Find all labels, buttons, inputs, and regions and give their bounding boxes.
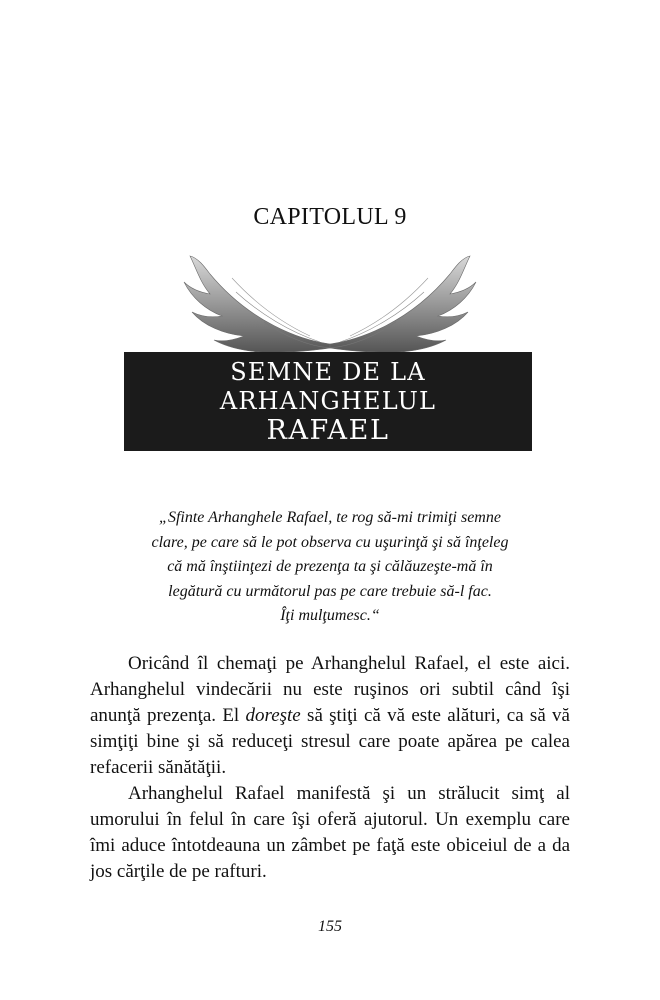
- page-number: 155: [318, 918, 342, 935]
- prayer-line: „Sfinte Arhanghele Rafael, te rog să-mi trimiţi semne: [159, 509, 501, 526]
- chapter-title-line-1: SEMNE DE LA ARHANGHELUL: [219, 358, 437, 415]
- prayer-line: legătură cu următorul pas pe care trebuie să-l fac.: [168, 582, 492, 600]
- angel-wings-icon: [180, 252, 480, 362]
- emphasis: doreşte: [245, 705, 301, 726]
- prayer-line: că mă înştiinţezi de prezenţa ta şi călăuzeşte-mă în: [167, 558, 493, 575]
- prayer-quote: [100, 506, 560, 629]
- chapter-title-banner: [124, 352, 532, 451]
- prayer-line: Îţi mulţumesc.“: [280, 607, 380, 624]
- chapter-label: CAPITOLUL 9: [253, 204, 407, 230]
- body-text: [90, 651, 570, 885]
- paragraph-1: Oricând îl chemaţi pe Arhanghelul Rafael, el este aici. Arhanghelul vindecării nu este ruşinos ori subtil când îşi anunţă prezenţa. El doreşte să ştiţi că vă este alături, ca să vă simţiţi bine şi să reduceţi stresul care poate apărea pe calea refacerii sănătăţii.: [90, 653, 570, 778]
- chapter-title-line-2: RAFAEL: [266, 415, 390, 446]
- paragraph-2: Arhanghelul Rafael manifestă şi un strălucit simţ al umorului în felul în care îşi oferă ajutorul. Un exemplu care îmi aduce întotdeauna un zâmbet pe faţă este obiceiul de a da jos cărţile de pe rafturi.: [90, 783, 570, 882]
- prayer-line: clare, pe care să le pot observa cu uşurinţă şi să înţeleg: [151, 533, 509, 551]
